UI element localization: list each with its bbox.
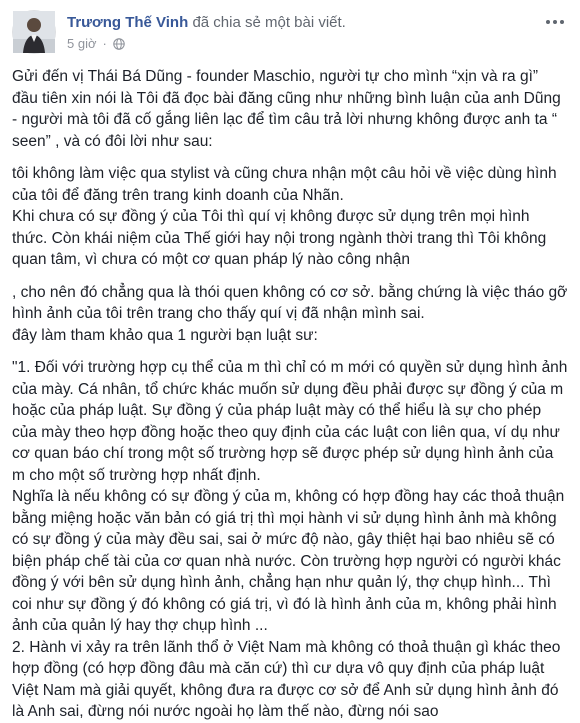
post-paragraph-stylist: tôi không làm việc qua stylist và cũng chưa nhận một câu hỏi về việc dùng hình của tôi để đăng trên trang kinh doanh của Nhãn.: [12, 165, 557, 204]
meta-separator: ·: [102, 36, 107, 51]
post-paragraph-reference: đây làm tham khảo qua 1 người bạn luật sư:: [12, 326, 318, 344]
post-paragraph-lawyer-meaning: Nghĩa là nếu không có sự đồng ý của m, không có hợp đồng hay các thoả thuận bằng miệng hoặc văn bản có giá trị thì mọi hành vi sử dụng hình ảnh mà không có sự đồng ý của mày đều sai, sai ở mức độ nào, gây thiệt hại bao nhiêu sẽ có biện pháp chế tài của cơ quan nhà nước. Còn trường hợp người có người khác đồng ý với bên sử dụng hình ảnh, chẳng hạn như quản lý, thợ chụp hình... Thì coi như sự đồng ý đó không có giá trị, vì đó là hình ảnh của m, không phải hình ảnh của quản lý hay thợ chụp hình ...: [12, 488, 565, 634]
post-paragraph-lawyer-1: "1. Đối với trường hợp cụ thể của m thì chỉ có m mới có quyền sử dụng hình ảnh của mày. Cá nhân, tổ chức khác muốn sử dụng đều phải được sự đồng ý của m hoặc của pháp luật. Sự đồng ý của pháp luật mày có thể hiểu là sự cho phép của mày theo hợp đồng hoặc theo quy định của các luật con liên qua, ví dụ như cơ quan báo chí trong một số trường hợp sẽ được phép sử dụng hình ảnh của m cho một số trường hợp nhất định.: [12, 359, 568, 484]
more-icon[interactable]: [544, 16, 566, 28]
author-name-link[interactable]: Trương Thế Vinh: [67, 14, 189, 31]
share-action-text: đã chia sẻ một bài viết.: [192, 14, 346, 31]
author-line: [67, 14, 346, 32]
post-paragraph-consent: Khi chưa có sự đồng ý của Tôi thì quí vị không được sử dụng trên mọi hình thức. Còn khái niệm của Thế giới hay nội trong ngành thời trang thì Tôi không quan tâm, vì chưa có một cơ quan pháp lý nào công nhận: [12, 208, 547, 268]
post-paragraph-intro: Gửi đến vị Thái Bá Dũng - founder Maschio, người tự cho mình “xịn và ra gì” đầu tiên xin nói là Tôi đã đọc bài đăng cũng như những bình luận của anh Dũng - người mà tôi đã cố gắng liên lạc để tìm câu trả lời nhưng không được anh ta “ seen” , và có đôi lời như sau:: [12, 68, 561, 150]
avatar[interactable]: [12, 10, 56, 54]
post-paragraph-lawyer-2: 2. Hành vi xảy ra trên lãnh thổ ở Việt Nam mà không có thoả thuận gì khác theo hợp đồng (có hợp đồng đâu mà căn cứ) thì cư dựa vô quy định của pháp luật Việt Nam mà giải quyết, không đưa ra được cơ sở để Anh sử dụng hình ảnh đó là Anh sai, đừng nói nước ngoài họ làm thế nào, đừng nói sao: [12, 638, 561, 720]
post-header: [0, 0, 580, 62]
globe-icon[interactable]: [113, 38, 125, 50]
post-meta: [67, 36, 125, 52]
post-paragraph-evidence: , cho nên đó chẳng qua là thói quen không có cơ sở. bằng chứng là việc tháo gỡ hình ảnh của tôi trên trang cho thấy quí vị đã nhận mình sai.: [12, 283, 568, 322]
post-body: [12, 66, 568, 723]
post-timestamp[interactable]: 5 giờ: [67, 36, 97, 51]
avatar-photo-icon: [13, 11, 55, 53]
